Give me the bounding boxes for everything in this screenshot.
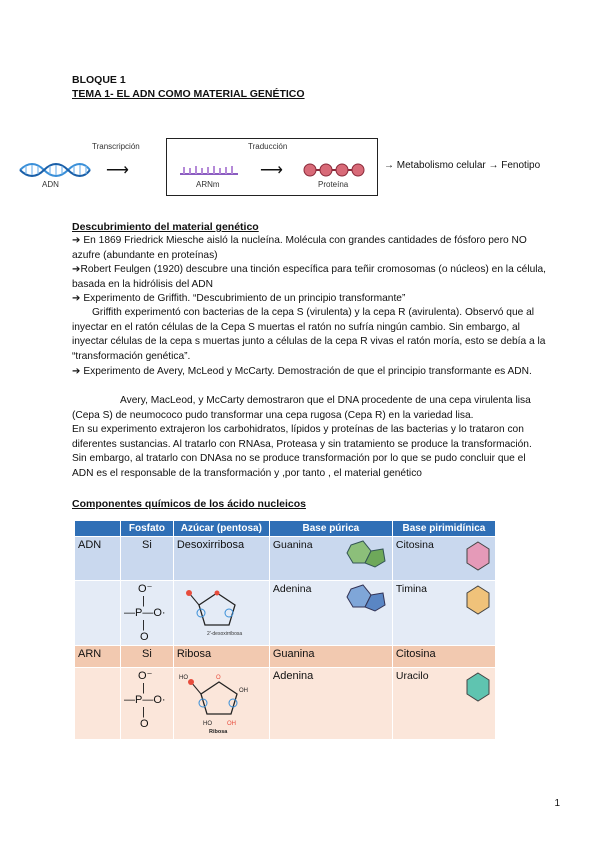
paragraph-feulgen: ➔Robert Feulgen (1920) descubre una tinción específica para teñir cromosomas (o núcleos) en la célula, basada en la hidrólisis del ADN	[72, 264, 547, 290]
arn-fosfato-cell: Si	[121, 646, 174, 668]
deoxyribose-structure	[173, 581, 269, 646]
phosphate-structure: O⁻ | —P—O· | O	[121, 668, 174, 740]
proteina-label: Proteína	[318, 180, 349, 189]
paragraph-avery: Avery, MacLeod, y McCarty demostraron que el DNA procedente de una cepa virulenta lisa (Cepa S) de neumococo pudo transformar una cepa rugosa (Cepa R) en la variedad lisa.	[72, 395, 531, 421]
result-text: → Metabolismo celular → Fenotipo	[384, 160, 541, 171]
table-header-row	[75, 521, 496, 537]
header-fosfato: Fosfato	[121, 521, 174, 537]
svg-text:O: O	[215, 675, 221, 681]
adn-adenina-cell	[269, 581, 392, 646]
arn-adenina-cell: Adenina	[269, 668, 392, 740]
protein-chain-icon	[302, 162, 366, 178]
uracil-molecule-icon	[464, 670, 492, 704]
tema-heading: TEMA 1- EL ADN COMO MATERIAL GENÉTICO	[72, 88, 305, 100]
thymine-molecule-icon	[464, 583, 492, 617]
arn-label-cell: ARN	[75, 646, 121, 668]
base-name: Guanina	[272, 539, 313, 551]
paragraph-griffith-heading: ➔ Experimento de Griffith. “Descubrimiento de un principio transformante”	[72, 293, 406, 304]
adn-citosina-cell	[392, 537, 495, 581]
nucleic-acid-components-table	[74, 520, 496, 740]
svg-text:HO: HO	[178, 675, 188, 681]
section-title-componentes: Componentes químicos de los ácido nucleicos	[72, 498, 306, 510]
base-name: Citosina	[395, 539, 434, 551]
page-number: 1	[554, 798, 560, 809]
paragraph-miesche: ➔ En 1869 Friedrick Miesche aisló la nucleína. Molécula con grandes cantidades de fósforo pero NO azufre (abundante en proteínas)	[72, 235, 527, 261]
phosphate-structure: O⁻ | —P—O· | O	[121, 581, 174, 646]
central-dogma-diagram	[18, 138, 588, 198]
header-azucar: Azúcar (pentosa)	[173, 521, 269, 537]
svg-text:2'-desoxirribosa: 2'-desoxirribosa	[206, 631, 242, 637]
table-row	[75, 581, 496, 646]
arrow-icon: ⟶	[106, 162, 129, 179]
svg-text:OH: OH	[226, 721, 236, 727]
mrna-strand-icon	[178, 164, 240, 178]
arn-citosina-cell: Citosina	[392, 646, 495, 668]
transcripcion-label: Transcripción	[92, 142, 140, 151]
traduccion-label: Traducción	[248, 142, 288, 151]
arrow-icon: ⟶	[260, 162, 283, 179]
adn-azucar-cell: Desoxirribosa	[173, 537, 269, 581]
base-name: Adenina	[272, 583, 312, 595]
cytosine-molecule-icon	[464, 539, 492, 573]
ribose-ring-icon	[177, 670, 261, 734]
deoxyribose-ring-icon	[177, 583, 257, 637]
table-row	[75, 668, 496, 740]
table-row	[75, 646, 496, 668]
dna-helix-icon	[18, 162, 92, 178]
base-name: Uracilo	[395, 670, 429, 682]
bloque-heading: BLOQUE 1	[72, 74, 126, 86]
adenine-molecule-icon	[337, 583, 389, 617]
adn-timina-cell	[392, 581, 495, 646]
svg-text:OH: OH	[238, 688, 248, 694]
section-title-descubrimiento: Descubrimiento del material genético	[72, 221, 259, 233]
svg-text:HO: HO	[202, 721, 212, 727]
guanine-molecule-icon	[337, 539, 389, 573]
ribose-structure	[173, 668, 269, 740]
header-base-purica: Base púrica	[269, 521, 392, 537]
paragraph-avery-heading: ➔ Experimento de Avery, McLeod y McCarty. Demostración de que el principio transformante es ADN.	[72, 366, 532, 377]
header-base-pirimidinica: Base pirimidínica	[392, 521, 495, 537]
svg-text:Ribosa: Ribosa	[208, 729, 228, 734]
adn-label: ADN	[42, 180, 59, 189]
base-name: Timina	[395, 583, 427, 595]
arn-guanina-cell: Guanina	[269, 646, 392, 668]
table-row	[75, 537, 496, 581]
arnm-label: ARNm	[196, 180, 220, 189]
adn-label-cell: ADN	[75, 537, 121, 581]
paragraph-griffith: Griffith experimentó con bacterias de la cepa S (virulenta) y la cepa R (avirulenta). Observó que al inyectar en el ratón células de la Cepa S muertas el ratón no sufría ningún cambio. Sin embargo, al inyectar células de la cepa s muertas junto a células de la cepa R vivas el ratón moría, esto se debía a la “transformación genética”.	[72, 307, 546, 362]
arn-uracilo-cell	[392, 668, 495, 740]
arn-azucar-cell: Ribosa	[173, 646, 269, 668]
adn-fosfato-cell: Si	[121, 537, 174, 581]
paragraph-experimento: En su experimento extrajeron los carbohidratos, lípidos y proteínas de las bacterias y lo trataron con diferentes sustancias. Al tratarlo con RNAsa, Proteasa y sin tratamiento se produce la transformación. Sin embargo, al tratarlo con DNAsa no se produce transformación por lo que se pudo concluir que el ADN es el responsable de la transformación y ,por tanto , el material genético	[72, 424, 532, 479]
adn-guanina-cell	[269, 537, 392, 581]
header-cell	[75, 521, 121, 537]
